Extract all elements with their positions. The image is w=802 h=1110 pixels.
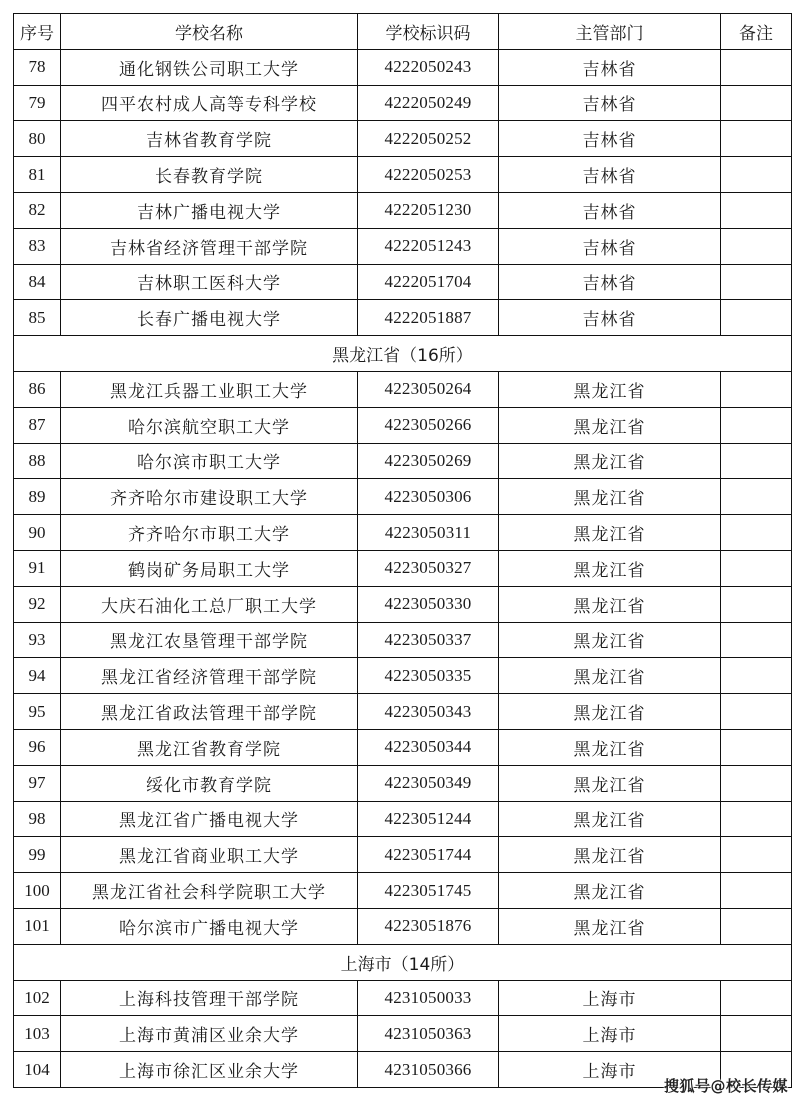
department: 吉林省 <box>499 300 721 336</box>
school-code: 4223050327 <box>358 550 499 586</box>
note <box>721 300 792 336</box>
department: 黑龙江省 <box>499 873 721 909</box>
school-code: 4222050249 <box>358 85 499 121</box>
table-row <box>14 85 792 121</box>
department: 吉林省 <box>499 49 721 85</box>
school-list-table <box>13 13 792 1088</box>
note <box>721 192 792 228</box>
row-index: 91 <box>14 550 61 586</box>
note <box>721 980 792 1016</box>
note <box>721 157 792 193</box>
row-index: 103 <box>14 1016 61 1052</box>
school-code: 4231050363 <box>358 1016 499 1052</box>
department: 吉林省 <box>499 228 721 264</box>
table-row <box>14 908 792 944</box>
table-row <box>14 407 792 443</box>
table-row <box>14 765 792 801</box>
note <box>721 908 792 944</box>
row-index: 99 <box>14 837 61 873</box>
department: 黑龙江省 <box>499 515 721 551</box>
row-index: 79 <box>14 85 61 121</box>
watermark: 搜狐号@校长传媒 <box>663 1077 788 1095</box>
department: 吉林省 <box>499 264 721 300</box>
department: 吉林省 <box>499 85 721 121</box>
note <box>721 49 792 85</box>
table-row <box>14 694 792 730</box>
department: 吉林省 <box>499 157 721 193</box>
school-code: 4222050253 <box>358 157 499 193</box>
school-name: 黑龙江省经济管理干部学院 <box>61 658 358 694</box>
note <box>721 550 792 586</box>
header-index: 序号 <box>14 14 61 50</box>
school-name: 长春广播电视大学 <box>61 300 358 336</box>
school-name: 通化钢铁公司职工大学 <box>61 49 358 85</box>
note <box>721 121 792 157</box>
note <box>721 1016 792 1052</box>
school-name: 四平农村成人高等专科学校 <box>61 85 358 121</box>
department: 黑龙江省 <box>499 407 721 443</box>
school-code: 4222050252 <box>358 121 499 157</box>
department: 黑龙江省 <box>499 801 721 837</box>
row-index: 100 <box>14 873 61 909</box>
department: 黑龙江省 <box>499 694 721 730</box>
school-name: 吉林广播电视大学 <box>61 192 358 228</box>
school-name: 黑龙江省政法管理干部学院 <box>61 694 358 730</box>
table-row <box>14 49 792 85</box>
school-name: 上海科技管理干部学院 <box>61 980 358 1016</box>
table-row <box>14 586 792 622</box>
school-name: 鹤岗矿务局职工大学 <box>61 550 358 586</box>
school-name: 吉林省经济管理干部学院 <box>61 228 358 264</box>
school-name: 大庆石油化工总厂职工大学 <box>61 586 358 622</box>
note <box>721 658 792 694</box>
table-body <box>14 49 792 1087</box>
department: 黑龙江省 <box>499 765 721 801</box>
table-row <box>14 622 792 658</box>
school-code: 4223051744 <box>358 837 499 873</box>
table-row <box>14 264 792 300</box>
note <box>721 264 792 300</box>
table-row <box>14 550 792 586</box>
row-index: 98 <box>14 801 61 837</box>
row-index: 93 <box>14 622 61 658</box>
table-row <box>14 873 792 909</box>
table-row <box>14 1016 792 1052</box>
school-code: 4223050311 <box>358 515 499 551</box>
school-code: 4223051876 <box>358 908 499 944</box>
row-index: 82 <box>14 192 61 228</box>
table-row <box>14 980 792 1016</box>
department: 吉林省 <box>499 192 721 228</box>
note <box>721 371 792 407</box>
school-name: 哈尔滨航空职工大学 <box>61 407 358 443</box>
row-index: 102 <box>14 980 61 1016</box>
department: 黑龙江省 <box>499 550 721 586</box>
row-index: 87 <box>14 407 61 443</box>
row-index: 88 <box>14 443 61 479</box>
school-code: 4222050243 <box>358 49 499 85</box>
school-name: 哈尔滨市广播电视大学 <box>61 908 358 944</box>
school-code: 4222051230 <box>358 192 499 228</box>
row-index: 97 <box>14 765 61 801</box>
note <box>721 873 792 909</box>
department: 黑龙江省 <box>499 586 721 622</box>
note <box>721 837 792 873</box>
school-name: 哈尔滨市职工大学 <box>61 443 358 479</box>
school-name: 黑龙江省教育学院 <box>61 729 358 765</box>
table-row <box>14 443 792 479</box>
school-name: 黑龙江省社会科学院职工大学 <box>61 873 358 909</box>
school-code: 4222051704 <box>358 264 499 300</box>
department: 黑龙江省 <box>499 658 721 694</box>
group-header-row <box>14 944 792 980</box>
table-row <box>14 121 792 157</box>
note <box>721 622 792 658</box>
school-name: 上海市黄浦区业余大学 <box>61 1016 358 1052</box>
school-name: 黑龙江农垦管理干部学院 <box>61 622 358 658</box>
row-index: 95 <box>14 694 61 730</box>
school-code: 4223050264 <box>358 371 499 407</box>
row-index: 90 <box>14 515 61 551</box>
note <box>721 443 792 479</box>
table-row <box>14 729 792 765</box>
note <box>721 694 792 730</box>
department: 黑龙江省 <box>499 443 721 479</box>
department: 吉林省 <box>499 121 721 157</box>
school-code: 4223050343 <box>358 694 499 730</box>
table-row <box>14 371 792 407</box>
row-index: 78 <box>14 49 61 85</box>
row-index: 104 <box>14 1052 61 1088</box>
school-code: 4223050349 <box>358 765 499 801</box>
school-code: 4222051887 <box>358 300 499 336</box>
note <box>721 407 792 443</box>
table-row <box>14 300 792 336</box>
row-index: 80 <box>14 121 61 157</box>
school-name: 齐齐哈尔市建设职工大学 <box>61 479 358 515</box>
department: 黑龙江省 <box>499 622 721 658</box>
row-index: 81 <box>14 157 61 193</box>
school-code: 4223051745 <box>358 873 499 909</box>
school-code: 4223050330 <box>358 586 499 622</box>
table-row <box>14 192 792 228</box>
school-name: 上海市徐汇区业余大学 <box>61 1052 358 1088</box>
table-row <box>14 515 792 551</box>
school-code: 4222051243 <box>358 228 499 264</box>
note <box>721 765 792 801</box>
school-code: 4223051244 <box>358 801 499 837</box>
note <box>721 479 792 515</box>
row-index: 86 <box>14 371 61 407</box>
header-school-code: 学校标识码 <box>358 14 499 50</box>
row-index: 94 <box>14 658 61 694</box>
school-code: 4223050344 <box>358 729 499 765</box>
table-row <box>14 801 792 837</box>
school-name: 黑龙江兵器工业职工大学 <box>61 371 358 407</box>
school-name: 长春教育学院 <box>61 157 358 193</box>
note <box>721 586 792 622</box>
note <box>721 85 792 121</box>
row-index: 101 <box>14 908 61 944</box>
row-index: 96 <box>14 729 61 765</box>
note <box>721 228 792 264</box>
table-row <box>14 837 792 873</box>
header-school-name: 学校名称 <box>61 14 358 50</box>
row-index: 84 <box>14 264 61 300</box>
group-header-row <box>14 336 792 372</box>
school-name: 绥化市教育学院 <box>61 765 358 801</box>
school-code: 4223050266 <box>358 407 499 443</box>
table-row <box>14 479 792 515</box>
note <box>721 729 792 765</box>
table-row <box>14 228 792 264</box>
school-code: 4223050337 <box>358 622 499 658</box>
row-index: 92 <box>14 586 61 622</box>
school-name: 黑龙江省广播电视大学 <box>61 801 358 837</box>
school-code: 4223050269 <box>358 443 499 479</box>
row-index: 85 <box>14 300 61 336</box>
table-row <box>14 157 792 193</box>
row-index: 89 <box>14 479 61 515</box>
table-row <box>14 658 792 694</box>
school-name: 黑龙江省商业职工大学 <box>61 837 358 873</box>
department: 黑龙江省 <box>499 729 721 765</box>
school-code: 4231050366 <box>358 1052 499 1088</box>
department: 黑龙江省 <box>499 908 721 944</box>
school-code: 4223050335 <box>358 658 499 694</box>
table-header-row <box>14 14 792 50</box>
department: 上海市 <box>499 980 721 1016</box>
note <box>721 515 792 551</box>
school-code: 4231050033 <box>358 980 499 1016</box>
header-note: 备注 <box>721 14 792 50</box>
school-name: 吉林省教育学院 <box>61 121 358 157</box>
row-index: 83 <box>14 228 61 264</box>
school-name: 吉林职工医科大学 <box>61 264 358 300</box>
header-department: 主管部门 <box>499 14 721 50</box>
department: 黑龙江省 <box>499 371 721 407</box>
department: 上海市 <box>499 1052 721 1088</box>
group-label: 上海市（14所） <box>14 944 792 980</box>
department: 黑龙江省 <box>499 479 721 515</box>
school-name: 齐齐哈尔市职工大学 <box>61 515 358 551</box>
note <box>721 801 792 837</box>
school-code: 4223050306 <box>358 479 499 515</box>
department: 上海市 <box>499 1016 721 1052</box>
group-label: 黑龙江省（16所） <box>14 336 792 372</box>
department: 黑龙江省 <box>499 837 721 873</box>
